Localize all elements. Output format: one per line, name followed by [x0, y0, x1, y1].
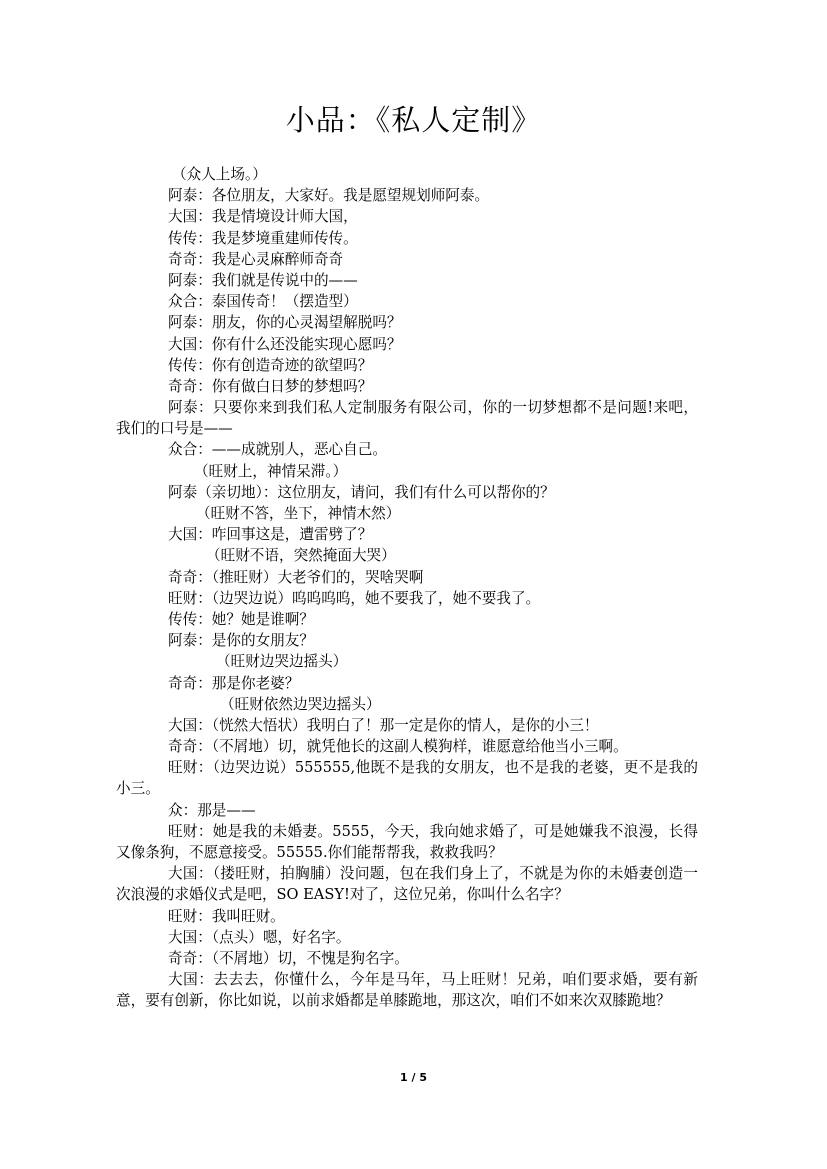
script-line: 众合：——成就别人，恶心自己。 [168, 441, 387, 459]
script-line: 奇奇：那是你老婆？ [168, 674, 300, 692]
script-line: 大国：去去去，你懂什么，今年是马年，马上旺财！兄弟，咱们要求婚，要有新意，要有创新，你比如说，以前求婚都是单膝跪地，那这次，咱们不如来次双膝跪地？ [116, 971, 698, 1010]
script-line: 奇奇：（不屑地）切，不愧是狗名字。 [168, 950, 409, 968]
script-line: （众人上场。） [172, 166, 267, 183]
script-line: 阿泰：各位朋友，大家好。我是愿望规划师阿泰。 [168, 187, 490, 205]
script-line: 阿泰：朋友，你的心灵渴望解脱吗？ [168, 314, 402, 332]
script-line: 旺财：我叫旺财。 [168, 907, 285, 925]
script-line: 传传：我是梦境重建师传传。 [168, 229, 358, 247]
script-line: 传传：她？她是谁啊？ [168, 610, 314, 628]
script-line: 众合：泰国传奇！（摆造型） [168, 293, 358, 311]
script-line: （旺财不答，坐下，神情木然） [196, 505, 401, 523]
script-line: 阿泰：我们就是传说中的—— [168, 271, 358, 289]
script-line: 阿泰：是你的女朋友？ [168, 632, 314, 650]
script-line: 奇奇：（推旺财）大老爷们的，哭啥哭啊 [168, 568, 424, 586]
script-line: 大国：（恍然大悟状）我明白了！那一定是你的情人，是你的小三！ [168, 716, 599, 734]
script-line: （旺财边哭边摇头） [216, 653, 348, 671]
script-line: （旺财依然边哭边摇头） [220, 695, 381, 713]
script-line: （旺财不语，突然掩面大哭） [206, 547, 396, 565]
script-line: 旺财：她是我的未婚妻。5555，今天，我向她求婚了，可是她嫌我不浪漫，长得又像条狗，不愿意接受。55555.你们能帮帮我，救救我吗？ [116, 822, 698, 862]
script-line: 奇奇：（不屑地）切，就凭他长的这副人模狗样，谁愿意给他当小三啊。 [168, 738, 628, 756]
document-title: 小品：《私人定制》 [285, 103, 542, 137]
script-line: 大国：我是情境设计师大国， [168, 208, 358, 226]
script-line: 阿泰（亲切地）：这位朋友，请问，我们有什么可以帮你的？ [168, 483, 555, 501]
script-line: 旺财：（边哭边说）555555,他既不是我的女朋友，也不是我的老婆，更不是我的小三。 [116, 759, 698, 798]
script-line: 大国：（点头）嗯，好名字。 [168, 928, 351, 946]
script-line: （旺财上，神情呆滞。） [194, 462, 348, 480]
script-body [116, 164, 698, 1012]
script-line: 奇奇：我是心灵麻醉师奇奇 [168, 250, 344, 268]
page-number: 1 / 5 [400, 1071, 427, 1084]
script-line: 大国：咋回事这是，遭雷劈了？ [168, 526, 373, 544]
script-line: 众：那是—— [168, 801, 256, 819]
script-line: 旺财：（边哭边说）呜呜呜呜，她不要我了，她不要我了。 [168, 589, 541, 607]
script-line: 奇奇：你有做白日梦的梦想吗？ [168, 377, 373, 395]
script-line: 大国：你有什么还没能实现心愿吗？ [168, 335, 402, 353]
script-line: 大国：（搂旺财，拍胸脯）没问题，包在我们身上了，不就是为你的未婚妻创造一次浪漫的求婚仪式是吧，SO EASY!对了，这位兄弟，你叫什么名字？ [116, 865, 698, 904]
script-line: 阿泰：只要你来到我们私人定制服务有限公司，你的一切梦想都不是问题!来吧，我们的口号是—— [116, 399, 698, 438]
script-line: 传传：你有创造奇迹的欲望吗？ [168, 356, 373, 374]
